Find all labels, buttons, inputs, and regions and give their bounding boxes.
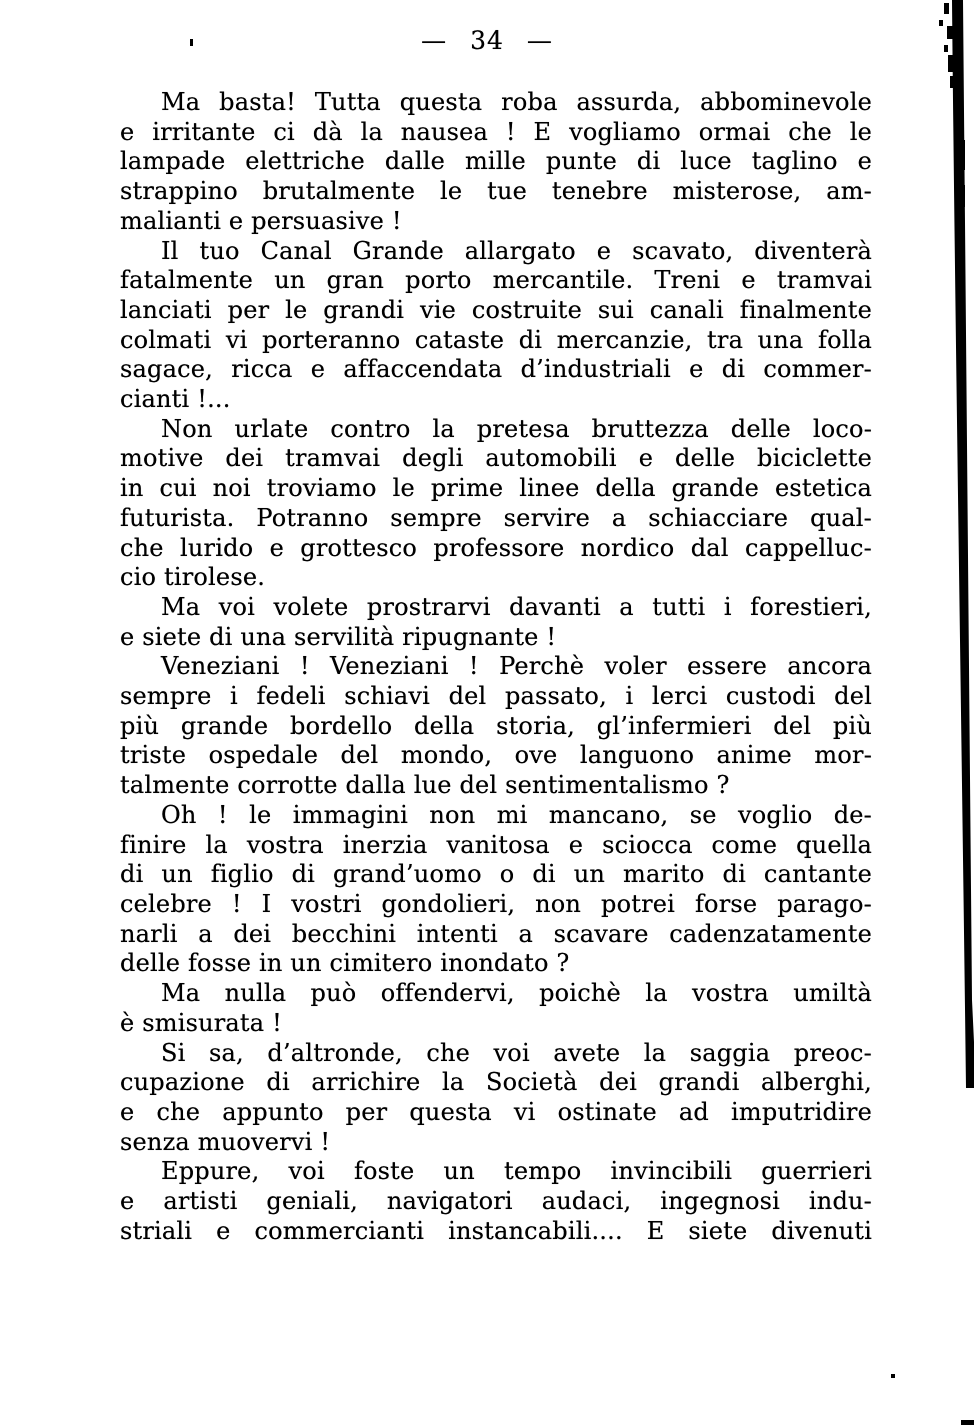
text-line: Veneziani ! Veneziani ! Perchè voler essere ancora: [161, 652, 872, 681]
text-line: cianti !...: [120, 385, 231, 414]
speck-bottom: [891, 1374, 895, 1378]
text-line: fatalmente un gran porto mercantile. Treni e tramvai: [120, 266, 872, 295]
text-line: lanciati per le grandi vie costruite sui canali finalmente: [120, 295, 872, 324]
speck-bottom-right-dash: [961, 1420, 974, 1425]
text-line: sempre i fedeli schiavi del passato, i lerci custodi del: [120, 682, 872, 711]
text-line: Ma nulla può offendervi, poichè la vostra umiltà: [161, 979, 872, 1008]
text-line: e artisti geniali, navigatori audaci, ingegnosi indu-: [120, 1187, 872, 1216]
text-line: più grande bordello della storia, gl’infermieri del più: [120, 711, 872, 740]
text-line: Eppure, voi foste un tempo invincibili guerrieri: [161, 1157, 872, 1186]
text-line: cio tirolese.: [120, 563, 266, 592]
text-line: è smisurata !: [120, 1008, 282, 1037]
text-line: Oh ! le immagini non mi mancano, se voglio de-: [161, 800, 872, 829]
text-line: narli a dei becchini intenti a scavare cadenzatamente: [120, 919, 872, 948]
text-line: e siete di una servilità ripugnante !: [120, 622, 557, 651]
text-line: Ma basta! Tutta questa roba assurda, abbominevole: [161, 88, 872, 116]
text-line: che lurido e grottesco professore nordico dal cappelluc-: [120, 533, 872, 562]
page-number: — 34 —: [421, 26, 553, 55]
text-line: lampade elettriche dalle mille punte di luce taglino e: [120, 147, 872, 176]
text-line: di un figlio di grand’uomo o di un marito di cantante: [120, 860, 872, 889]
text-line: triste ospedale del mondo, ove languono anime mor-: [120, 741, 872, 770]
text-line: malianti e persuasive !: [120, 206, 402, 235]
text-line: delle fosse in un cimitero inondato ?: [120, 949, 570, 978]
text-line: colmati vi porteranno cataste di mercanzie, tra una folla: [120, 325, 872, 354]
text-line: finire la vostra inerzia vanitosa e sciocca come quella: [120, 830, 872, 859]
text-line: Ma voi volete prostrarvi davanti a tutti i forestieri,: [161, 592, 872, 621]
text-line: talmente corrotte dalla lue del sentimentalismo ?: [120, 771, 730, 800]
text-line: e che appunto per questa vi ostinate ad imputridire: [120, 1097, 872, 1126]
text-line: celebre ! I vostri gondolieri, non potrei forse parago-: [120, 889, 872, 918]
binding-streak-mark: [952, 0, 974, 1088]
text-line: senza muovervi !: [120, 1127, 331, 1156]
text-line: sagace, ricca e affaccendata d’industriali e di commer-: [120, 355, 872, 384]
text-line: striali e commercianti instancabili.... E siete divenuti: [120, 1216, 872, 1245]
page-body: [120, 88, 872, 1246]
text-line: motive dei tramvai degli automobili e delle biciclette: [120, 444, 872, 473]
text-line: strappino brutalmente le tue tenebre misterose, am-: [120, 177, 872, 206]
text-line: futurista. Potranno sempre servire a schiacciare qual-: [120, 503, 872, 532]
text-line: in cui noi troviamo le prime linee della grande estetica: [120, 474, 872, 503]
text-line: Si sa, d’altronde, che voi avete la saggia preoc-: [161, 1038, 872, 1067]
text-line: Non urlate contro la pretesa bruttezza delle loco-: [161, 414, 872, 443]
text-line: e irritante ci dà la nausea ! E vogliamo ormai che le: [120, 117, 872, 146]
text-line: cupazione di arrichire la Società dei grandi alberghi,: [120, 1068, 872, 1097]
text-line: Il tuo Canal Grande allargato e scavato, diventerà: [161, 236, 872, 265]
